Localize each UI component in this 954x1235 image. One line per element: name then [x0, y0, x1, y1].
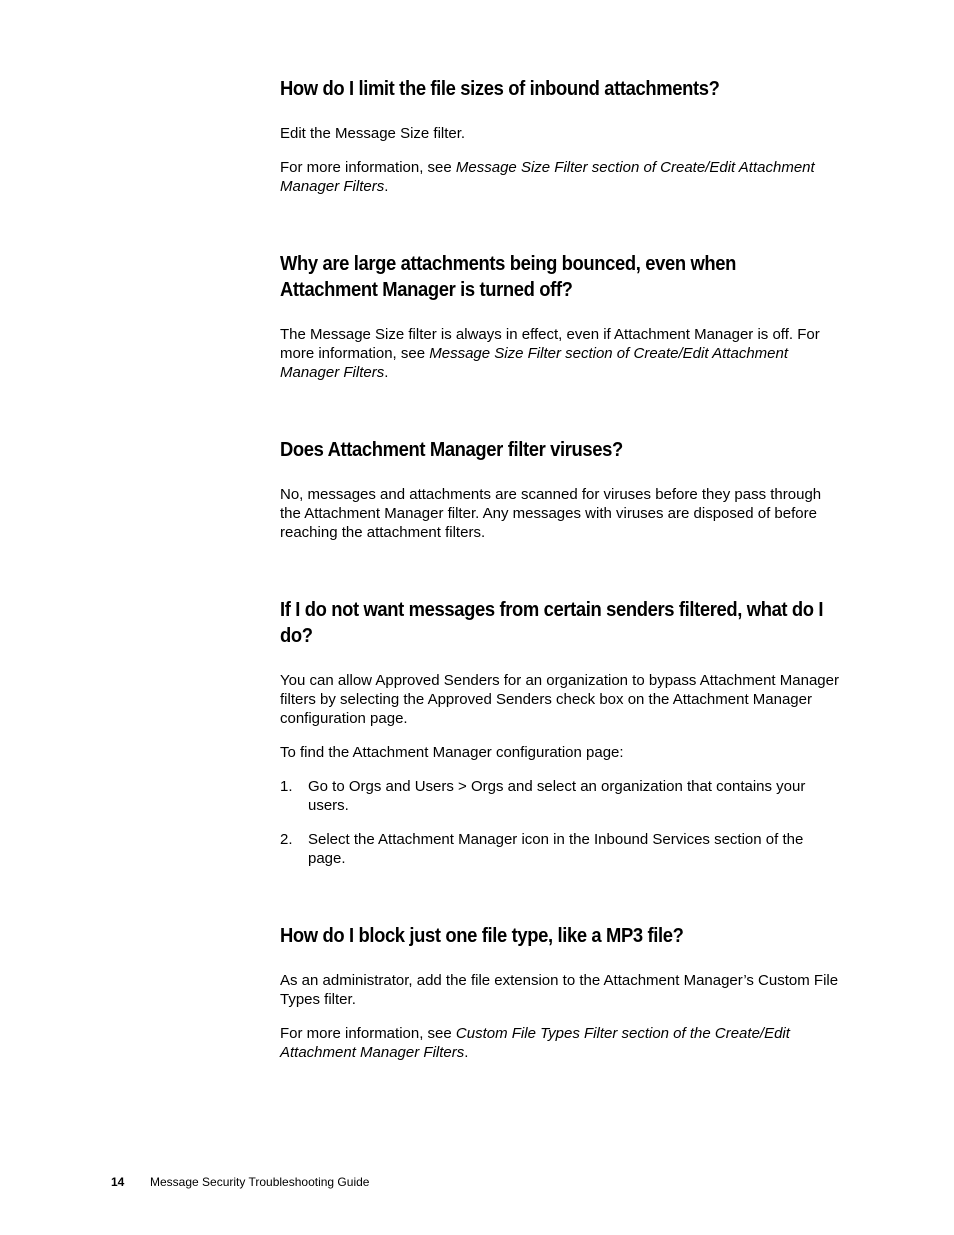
faq-section-block-file-type [280, 923, 844, 1062]
section-paragraph: As an administrator, add the file extension to the Attachment Manager’s Custom File Types filter. [280, 972, 839, 1008]
step-number: 1. [280, 778, 293, 795]
section-heading: Why are large attachments being bounced, even when Attachment Manager is turned off? [280, 253, 737, 301]
text: For more information, see [280, 1025, 456, 1042]
section-paragraph [280, 158, 844, 196]
step-text: Select the Attachment Manager icon in the Inbound Services section of the page. [308, 831, 804, 867]
section-paragraph: You can allow Approved Senders for an organization to bypass Attachment Manager filters by selecting the Approved Senders check box on the Attachment Manager configuration page. [280, 672, 839, 727]
section-paragraph: To find the Attachment Manager configuration page: [280, 744, 624, 761]
section-paragraph [280, 1024, 844, 1062]
text: . [384, 364, 389, 381]
text: The Message Size filter is always in effect, even if Attachment Manager is off. For more information, see [280, 326, 820, 362]
text: . [384, 178, 389, 195]
faq-section-approved-senders [280, 597, 844, 868]
section-paragraph: Edit the Message Size filter. [280, 125, 466, 142]
section-heading: Does Attachment Manager filter viruses? [280, 439, 623, 461]
section-paragraph: No, messages and attachments are scanned for viruses before they pass through the Attachment Manager filter. Any messages with viruses are disposed of before reaching the attachment filters. [280, 486, 822, 541]
section-heading: How do I block just one file type, like a MP3 file? [280, 925, 684, 947]
section-heading: How do I limit the file sizes of inbound attachments? [280, 78, 720, 100]
page-number: 14 [111, 1175, 125, 1189]
list-item [280, 777, 844, 815]
cross-reference: Message Size Filter section of Create/Edit Attachment Manager Filters [280, 159, 815, 195]
section-heading: If I do not want messages from certain senders filtered, what do I do? [280, 599, 824, 647]
step-text: Go to Orgs and Users > Orgs and select an organization that contains your users. [308, 778, 806, 814]
text: . [464, 1044, 469, 1061]
faq-section-filter-viruses [280, 437, 844, 542]
section-paragraph [280, 325, 844, 382]
document-title: Message Security Troubleshooting Guide [150, 1175, 370, 1189]
text: For more information, see [280, 159, 456, 176]
step-number: 2. [280, 831, 293, 848]
steps-list [280, 777, 844, 868]
cross-reference: Message Size Filter section of Create/Edit Attachment Manager Filters [280, 345, 789, 381]
list-item [280, 830, 844, 868]
page-footer [111, 1174, 369, 1190]
page-content [280, 76, 844, 1077]
faq-section-large-attachments-bounced [280, 251, 844, 382]
faq-section-limit-file-sizes [280, 76, 844, 196]
cross-reference: Custom File Types Filter section of the Create/Edit Attachment Manager Filters [280, 1025, 790, 1061]
